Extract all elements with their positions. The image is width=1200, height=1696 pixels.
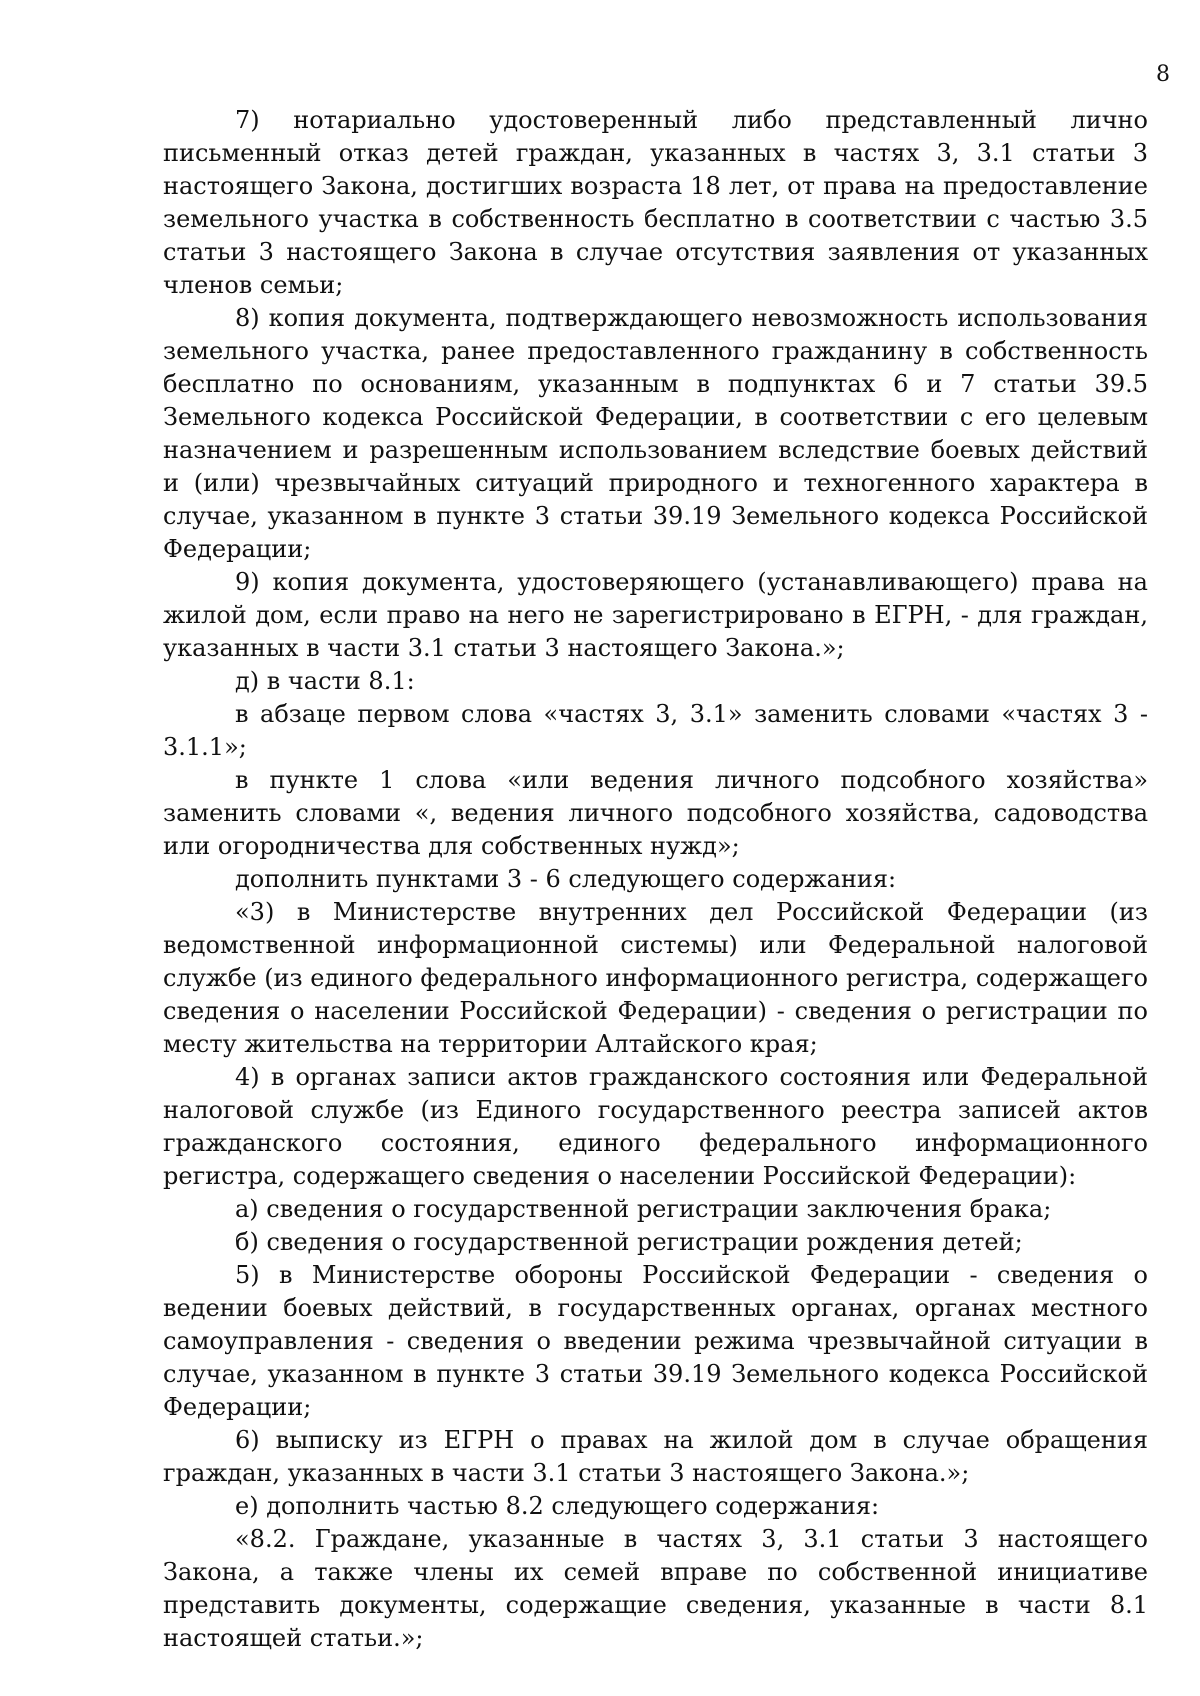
- paragraph-item-3: «3) в Министерстве внутренних дел Российской Федерации (из ведомственной информационной системы) или Федеральной налоговой службе (из единого федерального информационного регистра, содержащего сведения о населении Российской Федерации) - сведения о регистрации по месту жительства на территории Алтайского края;: [163, 898, 1148, 1058]
- paragraph-item-4a: а) сведения о государственной регистрации заключения брака;: [235, 1195, 1052, 1223]
- paragraph-item-5: 5) в Министерстве обороны Российской Федерации - сведения о ведении боевых действий, в государственных органах, органах местного самоуправления - сведения о введении режима чрезвычайной ситуации в случае, указанном в пункте 3 статьи 39.19 Земельного кодекса Российской Федерации;: [163, 1261, 1148, 1421]
- page-number: 8: [1156, 62, 1170, 87]
- paragraph-first-abzac-change: в абзаце первом слова «частях 3, 3.1» заменить словами «частях 3 - 3.1.1»;: [163, 700, 1148, 761]
- paragraph-add-points: дополнить пунктами 3 - 6 следующего содержания:: [235, 865, 897, 893]
- paragraph-item-6: 6) выписку из ЕГРН о правах на жилой дом в случае обращения граждан, указанных в части 3.1 статьи 3 настоящего Закона.»;: [163, 1426, 1148, 1487]
- paragraph-part-8-2: «8.2. Граждане, указанные в частях 3, 3.1 статьи 3 настоящего Закона, а также члены их семей вправе по собственной инициативе представить документы, содержащие сведения, указанные в части 8.1 настоящей статьи.»;: [163, 1525, 1148, 1652]
- paragraph-subpoint-d: д) в части 8.1:: [235, 667, 415, 695]
- paragraph-item-4: 4) в органах записи актов гражданского состояния или Федеральной налоговой службе (из Единого государственного реестра записей актов гражданского состояния, единого федерального информационного регистра, содержащего сведения о населении Российской Федерации):: [163, 1063, 1148, 1190]
- paragraph-subpoint-e: е) дополнить частью 8.2 следующего содержания:: [235, 1492, 880, 1520]
- document-body: [163, 104, 1148, 1655]
- paragraph-item-4b: б) сведения о государственной регистрации рождения детей;: [235, 1228, 1023, 1256]
- paragraph-item-9: 9) копия документа, удостоверяющего (устанавливающего) права на жилой дом, если право на него не зарегистрировано в ЕГРН, - для граждан, указанных в части 3.1 статьи 3 настоящего Закона.»;: [163, 568, 1148, 662]
- paragraph-item-8: 8) копия документа, подтверждающего невозможность использования земельного участка, ранее предоставленного гражданину в собственность бесплатно по основаниям, указанным в подпунктах 6 и 7 статьи 39.5 Земельного кодекса Российской Федерации, в соответствии с его целевым назначением и разрешенным использованием вследствие боевых действий и (или) чрезвычайных ситуаций природного и техногенного характера в случае, указанном в пункте 3 статьи 39.19 Земельного кодекса Российской Федерации;: [163, 304, 1148, 563]
- paragraph-point-1-change: в пункте 1 слова «или ведения личного подсобного хозяйства» заменить словами «, ведения личного подсобного хозяйства, садоводства или огородничества для собственных нужд»;: [163, 766, 1148, 860]
- paragraph-item-7: 7) нотариально удостоверенный либо представленный лично письменный отказ детей граждан, указанных в частях 3, 3.1 статьи 3 настоящего Закона, достигших возраста 18 лет, от права на предоставление земельного участка в собственность бесплатно в соответствии с частью 3.5 статьи 3 настоящего Закона в случае отсутствия заявления от указанных членов семьи;: [163, 106, 1148, 299]
